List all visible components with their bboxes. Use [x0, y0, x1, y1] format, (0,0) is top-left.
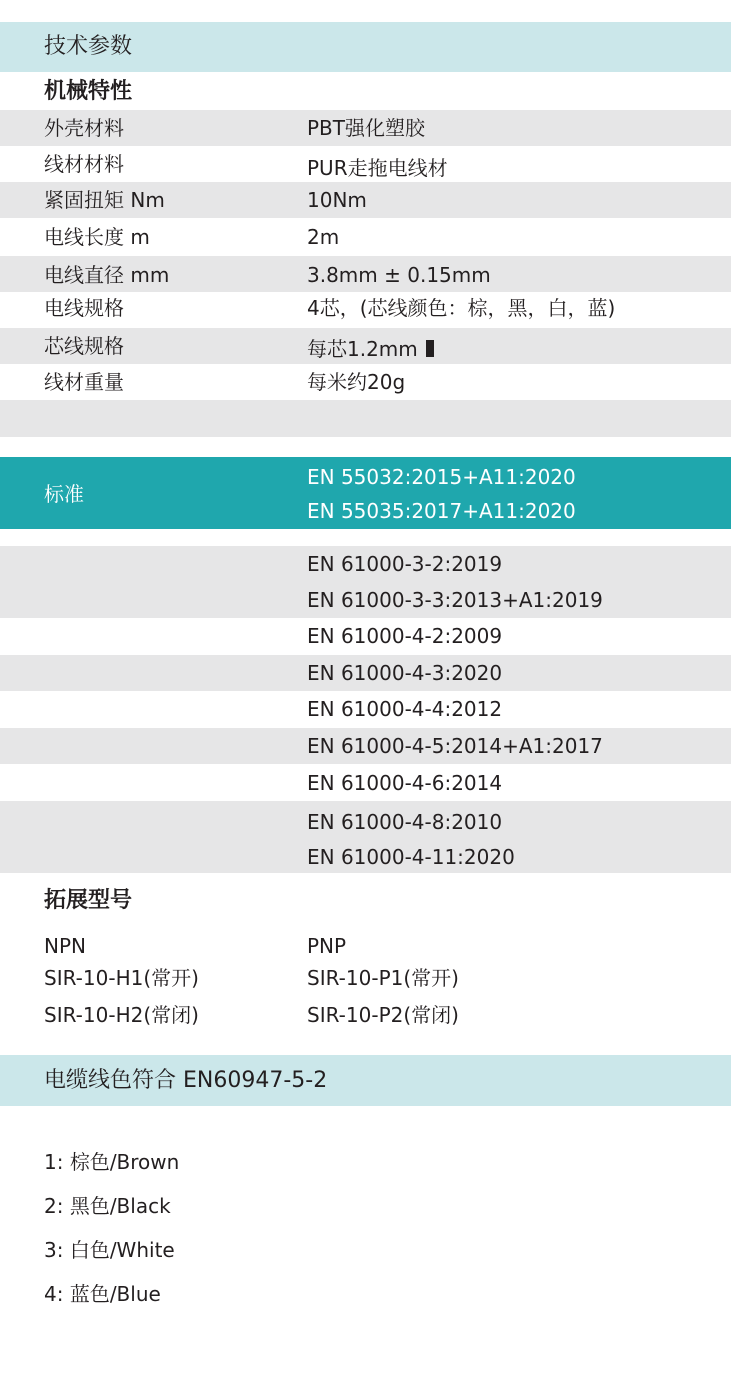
standard-row — [0, 801, 731, 873]
spec-label: 紧固扭矩 Nm — [44, 188, 165, 212]
spacer-row — [0, 400, 731, 437]
spec-row — [0, 182, 731, 218]
spec-row — [0, 256, 731, 292]
standard-item: EN 61000-4-4:2012 — [307, 697, 503, 721]
spec-label: 电线长度 m — [44, 225, 150, 249]
cable-color-item: 2: 黑色/Black — [44, 1194, 171, 1218]
spec-value: 10Nm — [307, 188, 367, 212]
spec-value-wrap — [307, 337, 434, 361]
spec-row — [0, 292, 731, 328]
pnp-model: SIR-10-P2(常闭) — [307, 1003, 459, 1027]
standard-row — [0, 655, 731, 691]
section-title: 技术参数 — [44, 34, 133, 59]
standard-item: EN 61000-4-6:2014 — [307, 771, 503, 795]
spec-value: 每芯1.2mm — [307, 337, 418, 361]
standard-row — [0, 546, 731, 618]
npn-model: SIR-10-H2(常闭) — [44, 1003, 199, 1027]
spec-label: 线材材料 — [44, 152, 124, 176]
standard-item: EN 61000-4-5:2014+A1:2017 — [307, 734, 603, 758]
standard-row — [0, 728, 731, 764]
spec-row — [0, 218, 731, 254]
spec-value: PUR走拖电线材 — [307, 156, 448, 180]
cable-color-item: 4: 蓝色/Blue — [44, 1282, 161, 1306]
standard-item: EN 55032:2015+A11:2020 — [307, 465, 576, 489]
spec-row — [0, 328, 731, 364]
standard-row — [0, 691, 731, 727]
pnp-model: SIR-10-P1(常开) — [307, 966, 459, 990]
standards-band — [0, 457, 731, 529]
spec-label: 线材重量 — [44, 370, 124, 394]
spec-label: 外壳材料 — [44, 116, 124, 140]
spec-value: 3.8mm ± 0.15mm — [307, 263, 491, 287]
square-marker-icon — [426, 340, 434, 357]
standard-item: EN 55035:2017+A11:2020 — [307, 499, 576, 523]
standard-item: EN 61000-4-11:2020 — [307, 845, 515, 869]
spec-value: 2m — [307, 225, 340, 249]
standards-label: 标准 — [44, 482, 84, 506]
section-title-band — [0, 22, 731, 72]
spec-label: 芯线规格 — [44, 334, 124, 358]
mechanical-heading: 机械特性 — [44, 79, 133, 104]
standard-item: EN 61000-4-2:2009 — [307, 624, 503, 648]
standard-row — [0, 765, 731, 801]
spec-row — [0, 146, 731, 182]
spec-row — [0, 110, 731, 146]
standard-item: EN 61000-4-3:2020 — [307, 661, 503, 685]
spec-label: 电线规格 — [44, 296, 124, 320]
standard-item: EN 61000-3-3:2013+A1:2019 — [307, 588, 603, 612]
standard-item: EN 61000-4-8:2010 — [307, 810, 503, 834]
cable-color-item: 1: 棕色/Brown — [44, 1150, 180, 1174]
standard-item: EN 61000-3-2:2019 — [307, 552, 503, 576]
spec-value: PBT强化塑胶 — [307, 116, 425, 140]
models-heading: 拓展型号 — [44, 888, 133, 913]
cable-colors-band — [0, 1055, 731, 1106]
npn-title: NPN — [44, 934, 86, 958]
cable-colors-title: 电缆线色符合 EN60947-5-2 — [44, 1068, 328, 1093]
pnp-title: PNP — [307, 934, 347, 958]
cable-color-item: 3: 白色/White — [44, 1238, 175, 1262]
spec-row — [0, 364, 731, 400]
spec-value: 4芯，(芯线颜色：棕，黑，白，蓝) — [307, 296, 616, 320]
spec-value: 每米约20g — [307, 370, 406, 394]
standard-row — [0, 618, 731, 654]
spec-label: 电线直径 mm — [44, 263, 170, 287]
npn-model: SIR-10-H1(常开) — [44, 966, 199, 990]
